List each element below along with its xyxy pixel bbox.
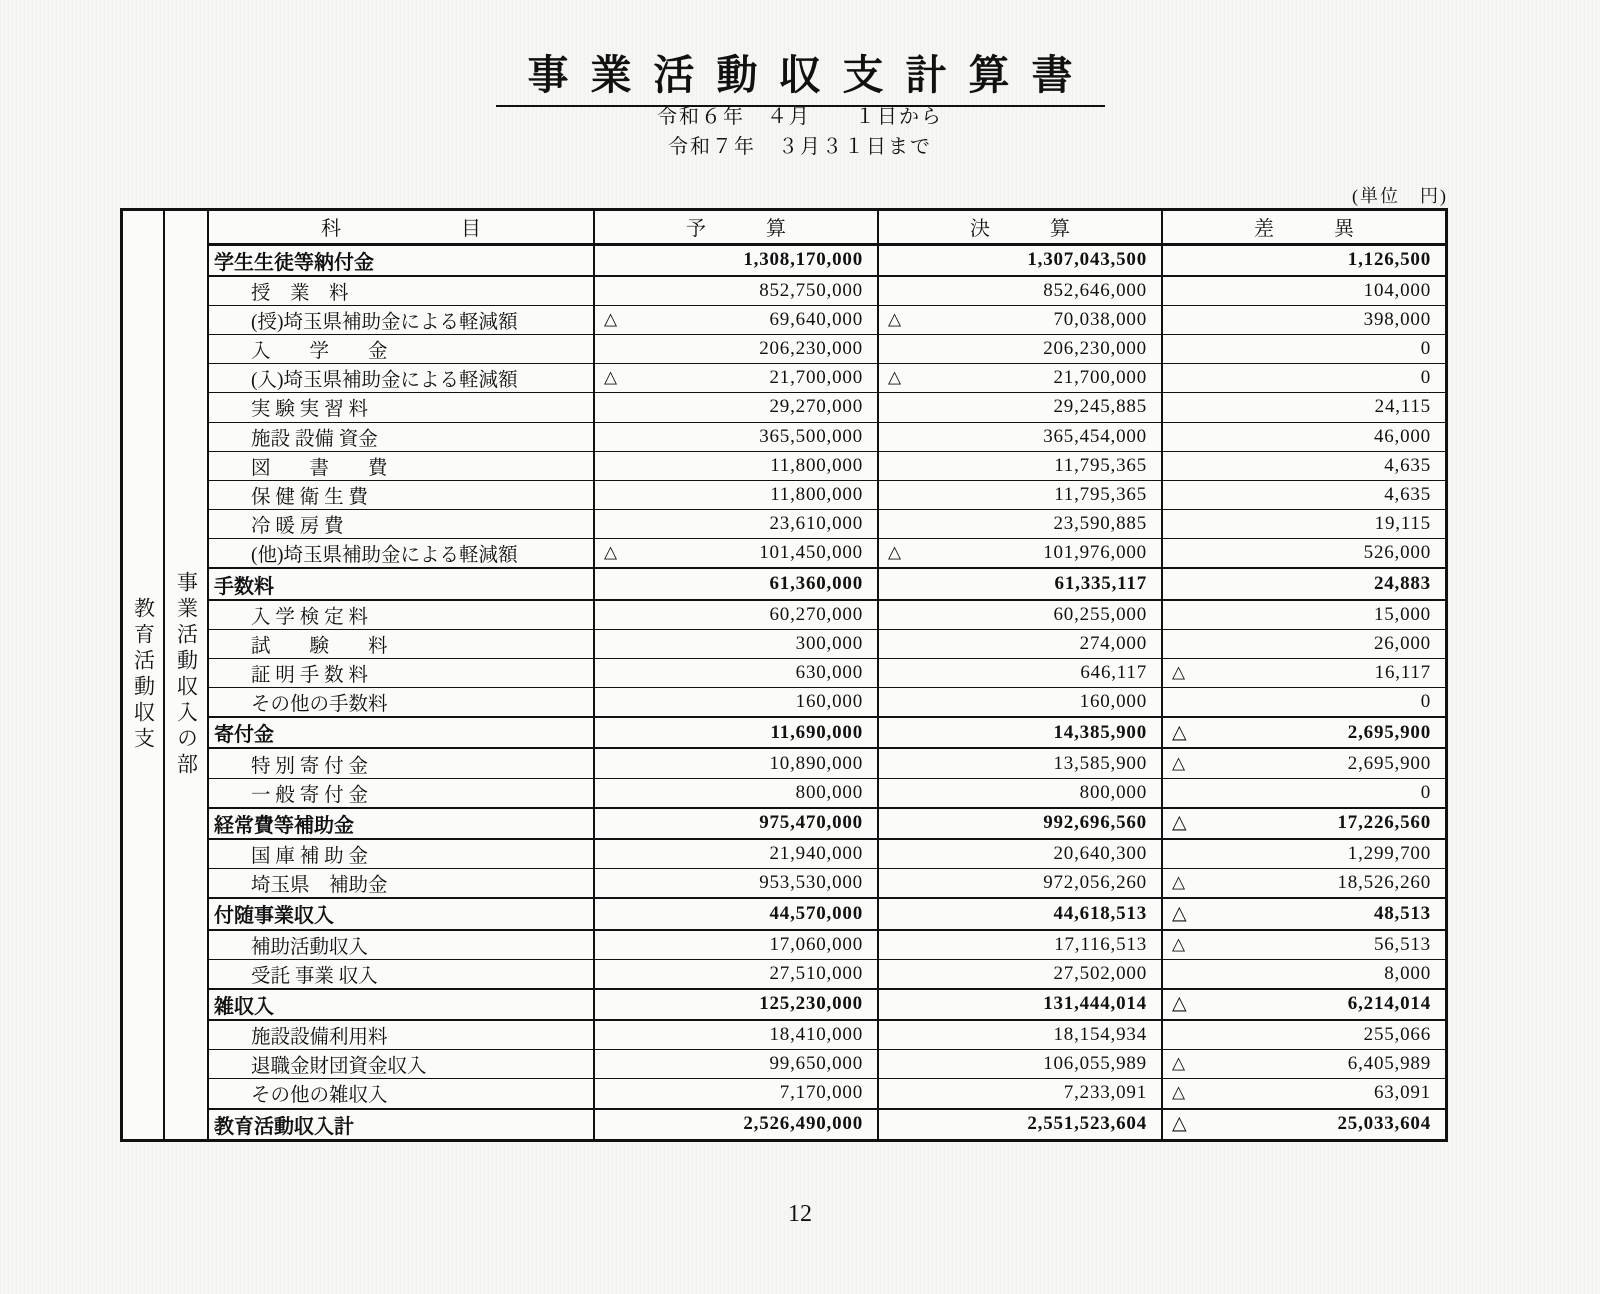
settlement-value: 70,038,000 (1053, 308, 1147, 330)
settlement-value: 101,976,000 (1043, 542, 1147, 564)
group-column-inner (165, 211, 209, 1139)
minus-triangle-icon: △ (604, 367, 618, 387)
settlement-cell (878, 748, 1162, 778)
difference-cell (1162, 1079, 1445, 1109)
budget-value: 7,170,000 (779, 1082, 863, 1104)
table-row (209, 600, 1445, 630)
difference-cell (1162, 717, 1445, 748)
budget-value: 852,750,000 (759, 279, 863, 301)
settlement-value: 852,646,000 (1043, 279, 1147, 301)
settlement-value: 11,795,365 (1054, 483, 1147, 505)
settlement-value: 2,551,523,604 (1027, 1113, 1147, 1135)
unit-label: (単位 円) (1352, 186, 1448, 206)
difference-cell (1162, 778, 1445, 808)
difference-value: 0 (1420, 691, 1431, 713)
budget-cell (594, 568, 878, 599)
settlement-cell (878, 898, 1162, 929)
minus-triangle-icon: △ (1172, 993, 1187, 1015)
difference-cell (1162, 422, 1445, 451)
difference-value: 398,000 (1363, 308, 1431, 330)
minus-triangle-icon: △ (1172, 902, 1187, 924)
difference-cell (1162, 244, 1445, 276)
settlement-cell (878, 778, 1162, 808)
settlement-value: 14,385,900 (1053, 721, 1147, 743)
table-row (209, 1020, 1445, 1050)
settlement-cell (878, 629, 1162, 658)
difference-cell (1162, 539, 1445, 569)
settlement-value: 206,230,000 (1043, 338, 1147, 360)
budget-value: 2,526,490,000 (743, 1113, 863, 1135)
table-row (209, 422, 1445, 451)
difference-cell (1162, 364, 1445, 393)
difference-value: 26,000 (1373, 632, 1431, 654)
subject-cell: 施設 設備 資金 (209, 422, 594, 451)
difference-cell (1162, 451, 1445, 480)
minus-triangle-icon: △ (1172, 721, 1187, 743)
difference-value: 48,513 (1373, 902, 1431, 924)
budget-cell (594, 1109, 878, 1139)
difference-cell (1162, 276, 1445, 306)
budget-cell (594, 422, 878, 451)
difference-value: 6,214,014 (1347, 993, 1431, 1015)
settlement-cell (878, 688, 1162, 718)
budget-value: 27,510,000 (769, 962, 863, 984)
budget-value: 11,800,000 (770, 483, 863, 505)
difference-value: 8,000 (1384, 962, 1431, 984)
difference-cell (1162, 510, 1445, 539)
settlement-value: 800,000 (1079, 781, 1147, 803)
difference-value: 56,513 (1373, 933, 1431, 955)
budget-value: 44,570,000 (769, 902, 863, 924)
settlement-value: 131,444,014 (1043, 993, 1147, 1015)
table-row (209, 1050, 1445, 1079)
difference-value: 24,115 (1374, 396, 1431, 418)
budget-value: 125,230,000 (759, 993, 863, 1015)
table-row (209, 480, 1445, 509)
settlement-value: 11,795,365 (1054, 454, 1147, 476)
table-row (209, 305, 1445, 334)
budget-value: 630,000 (795, 662, 863, 684)
table-row (209, 1079, 1445, 1109)
table-row (209, 989, 1445, 1020)
settlement-value: 106,055,989 (1043, 1053, 1147, 1075)
difference-cell (1162, 930, 1445, 960)
settlement-cell (878, 869, 1162, 899)
table-row (209, 748, 1445, 778)
settlement-cell (878, 839, 1162, 869)
subject-cell: 付随事業収入 (209, 898, 594, 929)
settlement-cell (878, 1020, 1162, 1050)
difference-cell (1162, 748, 1445, 778)
budget-cell (594, 898, 878, 929)
settlement-value: 646,117 (1080, 662, 1147, 684)
subject-cell: (他)埼玉県補助金による軽減額 (209, 539, 594, 569)
budget-value: 800,000 (795, 781, 863, 803)
header-settlement: 決 算 (878, 211, 1162, 244)
subject-cell: その他の手数料 (209, 688, 594, 718)
settlement-value: 27,502,000 (1053, 962, 1147, 984)
budget-value: 21,940,000 (769, 843, 863, 865)
settlement-cell (878, 989, 1162, 1020)
subject-cell: 特 別 寄 付 金 (209, 748, 594, 778)
difference-value: 25,033,604 (1337, 1113, 1431, 1135)
difference-value: 15,000 (1373, 603, 1431, 625)
difference-cell (1162, 480, 1445, 509)
minus-triangle-icon: △ (604, 309, 618, 329)
table-row (209, 451, 1445, 480)
budget-cell (594, 778, 878, 808)
subject-cell: 国 庫 補 助 金 (209, 839, 594, 869)
settlement-cell (878, 1079, 1162, 1109)
settlement-value: 29,245,885 (1053, 396, 1147, 418)
difference-value: 46,000 (1373, 425, 1431, 447)
table-row (209, 568, 1445, 599)
budget-cell (594, 1050, 878, 1079)
difference-cell (1162, 658, 1445, 687)
settlement-cell (878, 305, 1162, 334)
settlement-value: 13,585,900 (1053, 752, 1147, 774)
settlement-cell (878, 539, 1162, 569)
settlement-value: 992,696,560 (1043, 812, 1147, 834)
budget-value: 18,410,000 (769, 1024, 863, 1046)
difference-cell (1162, 959, 1445, 989)
table-row (209, 510, 1445, 539)
settlement-cell (878, 364, 1162, 393)
subject-cell: 退職金財団資金収入 (209, 1050, 594, 1079)
difference-value: 1,126,500 (1347, 249, 1431, 271)
subject-cell: 寄付金 (209, 717, 594, 748)
statement-table (120, 208, 1448, 1142)
subject-cell: (授)埼玉県補助金による軽減額 (209, 305, 594, 334)
table-row (209, 244, 1445, 276)
difference-value: 526,000 (1363, 542, 1431, 564)
header-difference: 差 異 (1162, 211, 1445, 244)
group-column-outer (123, 211, 165, 1139)
table-body (209, 244, 1445, 1139)
table-row (209, 658, 1445, 687)
statement-grid (209, 211, 1445, 1139)
subject-cell: 入 学 金 (209, 335, 594, 364)
budget-cell (594, 393, 878, 422)
budget-value: 29,270,000 (769, 396, 863, 418)
difference-value: 0 (1420, 367, 1431, 389)
minus-triangle-icon: △ (1172, 934, 1186, 954)
subject-cell: 経常費等補助金 (209, 808, 594, 839)
subject-cell: 手数料 (209, 568, 594, 599)
budget-value: 11,800,000 (770, 454, 863, 476)
minus-triangle-icon: △ (888, 367, 902, 387)
budget-value: 365,500,000 (759, 425, 863, 447)
budget-cell (594, 629, 878, 658)
group-label-outer: 教育活動収支 (131, 597, 156, 753)
budget-cell (594, 539, 878, 569)
document-title-text: 事業活動収支計算書 (496, 42, 1105, 107)
settlement-value: 61,335,117 (1054, 573, 1147, 594)
budget-value: 99,650,000 (769, 1053, 863, 1075)
subject-cell: 証 明 手 数 料 (209, 658, 594, 687)
difference-value: 24,883 (1373, 573, 1431, 594)
table-row (209, 839, 1445, 869)
difference-cell (1162, 335, 1445, 364)
budget-value: 11,690,000 (770, 721, 863, 743)
budget-cell (594, 748, 878, 778)
subject-cell: 補助活動収入 (209, 930, 594, 960)
difference-value: 6,405,989 (1347, 1053, 1431, 1075)
settlement-cell (878, 393, 1162, 422)
budget-value: 206,230,000 (759, 338, 863, 360)
budget-cell (594, 600, 878, 630)
settlement-cell (878, 808, 1162, 839)
budget-cell (594, 959, 878, 989)
table-row (209, 778, 1445, 808)
budget-cell (594, 244, 878, 276)
subject-cell: 図 書 費 (209, 451, 594, 480)
subject-cell: 学生生徒等納付金 (209, 244, 594, 276)
budget-cell (594, 364, 878, 393)
subject-cell: 埼玉県 補助金 (209, 869, 594, 899)
difference-value: 63,091 (1373, 1082, 1431, 1104)
minus-triangle-icon: △ (1172, 812, 1187, 834)
budget-value: 69,640,000 (769, 308, 863, 330)
difference-value: 19,115 (1374, 513, 1431, 535)
subject-cell: 教育活動収入計 (209, 1109, 594, 1139)
subject-cell: 保 健 衛 生 費 (209, 480, 594, 509)
header-row (209, 211, 1445, 244)
budget-value: 10,890,000 (769, 752, 863, 774)
difference-value: 104,000 (1363, 279, 1431, 301)
table-row (209, 539, 1445, 569)
settlement-cell (878, 600, 1162, 630)
settlement-value: 20,640,300 (1053, 843, 1147, 865)
budget-value: 101,450,000 (759, 542, 863, 564)
period-from: 令和６年 ４月 １日から (657, 106, 943, 128)
settlement-value: 365,454,000 (1043, 425, 1147, 447)
subject-cell: 雑収入 (209, 989, 594, 1020)
settlement-cell (878, 480, 1162, 509)
subject-cell: 試 験 料 (209, 629, 594, 658)
difference-cell (1162, 393, 1445, 422)
settlement-cell (878, 451, 1162, 480)
difference-cell (1162, 568, 1445, 599)
table-row (209, 364, 1445, 393)
budget-cell (594, 510, 878, 539)
budget-cell (594, 989, 878, 1020)
settlement-value: 60,255,000 (1053, 603, 1147, 625)
minus-triangle-icon: △ (1172, 753, 1186, 773)
settlement-cell (878, 422, 1162, 451)
budget-cell (594, 305, 878, 334)
subject-cell: その他の雑収入 (209, 1079, 594, 1109)
settlement-cell (878, 1050, 1162, 1079)
difference-value: 1,299,700 (1347, 843, 1431, 865)
page-number: 12 (788, 1201, 812, 1227)
budget-value: 17,060,000 (769, 933, 863, 955)
minus-triangle-icon: △ (888, 309, 902, 329)
settlement-cell (878, 276, 1162, 306)
minus-triangle-icon: △ (1172, 1053, 1186, 1073)
difference-cell (1162, 305, 1445, 334)
settlement-cell (878, 244, 1162, 276)
settlement-value: 21,700,000 (1053, 367, 1147, 389)
settlement-cell (878, 717, 1162, 748)
difference-value: 18,526,260 (1337, 872, 1431, 894)
budget-cell (594, 839, 878, 869)
budget-cell (594, 335, 878, 364)
budget-cell (594, 451, 878, 480)
settlement-cell (878, 1109, 1162, 1139)
difference-cell (1162, 808, 1445, 839)
minus-triangle-icon: △ (1172, 1083, 1186, 1103)
budget-cell (594, 658, 878, 687)
settlement-value: 7,233,091 (1063, 1082, 1147, 1104)
budget-cell (594, 688, 878, 718)
difference-cell (1162, 898, 1445, 929)
budget-value: 160,000 (795, 691, 863, 713)
settlement-cell (878, 930, 1162, 960)
subject-cell: 受託 事業 収入 (209, 959, 594, 989)
header-budget: 予 算 (594, 211, 878, 244)
subject-cell: 入 学 検 定 料 (209, 600, 594, 630)
budget-value: 1,308,170,000 (743, 249, 863, 271)
subject-cell: 冷 暖 房 費 (209, 510, 594, 539)
minus-triangle-icon: △ (1172, 662, 1186, 682)
settlement-value: 17,116,513 (1054, 933, 1147, 955)
difference-cell (1162, 989, 1445, 1020)
settlement-cell (878, 510, 1162, 539)
difference-cell (1162, 1020, 1445, 1050)
group-label-inner: 事業活動収入の部 (174, 571, 199, 779)
minus-triangle-icon: △ (604, 542, 618, 562)
table-row (209, 717, 1445, 748)
budget-cell (594, 276, 878, 306)
settlement-value: 160,000 (1079, 691, 1147, 713)
budget-cell (594, 930, 878, 960)
budget-cell (594, 1020, 878, 1050)
minus-triangle-icon: △ (888, 542, 902, 562)
minus-triangle-icon: △ (1172, 1113, 1187, 1135)
difference-value: 4,635 (1384, 483, 1431, 505)
subject-cell: 一 般 寄 付 金 (209, 778, 594, 808)
table-row (209, 393, 1445, 422)
settlement-value: 972,056,260 (1043, 872, 1147, 894)
budget-cell (594, 808, 878, 839)
table-row (209, 276, 1445, 306)
budget-value: 300,000 (795, 632, 863, 654)
settlement-value: 18,154,934 (1053, 1024, 1147, 1046)
budget-cell (594, 480, 878, 509)
subject-cell: 実 験 実 習 料 (209, 393, 594, 422)
settlement-value: 1,307,043,500 (1027, 249, 1147, 271)
budget-value: 61,360,000 (769, 573, 863, 594)
table-row (209, 629, 1445, 658)
difference-value: 16,117 (1374, 662, 1431, 684)
budget-value: 975,470,000 (759, 812, 863, 834)
settlement-cell (878, 568, 1162, 599)
budget-value: 21,700,000 (769, 367, 863, 389)
difference-value: 2,695,900 (1347, 752, 1431, 774)
difference-cell (1162, 839, 1445, 869)
settlement-cell (878, 335, 1162, 364)
settlement-value: 23,590,885 (1053, 513, 1147, 535)
budget-cell (594, 1079, 878, 1109)
difference-value: 0 (1420, 781, 1431, 803)
difference-cell (1162, 869, 1445, 899)
table-row (209, 898, 1445, 929)
header-subject: 科 目 (209, 211, 594, 244)
subject-cell: (入)埼玉県補助金による軽減額 (209, 364, 594, 393)
subject-cell: 施設設備利用料 (209, 1020, 594, 1050)
settlement-cell (878, 658, 1162, 687)
table-row (209, 869, 1445, 899)
table-header (209, 211, 1445, 244)
difference-cell (1162, 600, 1445, 630)
settlement-cell (878, 959, 1162, 989)
budget-value: 23,610,000 (769, 513, 863, 535)
difference-cell (1162, 1050, 1445, 1079)
table-row (209, 808, 1445, 839)
settlement-value: 44,618,513 (1053, 902, 1147, 924)
budget-cell (594, 869, 878, 899)
difference-value: 2,695,900 (1347, 721, 1431, 743)
difference-value: 4,635 (1384, 454, 1431, 476)
difference-cell (1162, 629, 1445, 658)
budget-value: 953,530,000 (759, 872, 863, 894)
table-row (209, 1109, 1445, 1139)
subject-cell: 授 業 料 (209, 276, 594, 306)
period-to: 令和７年 ３月３１日まで (668, 136, 932, 158)
settlement-value: 274,000 (1079, 632, 1147, 654)
budget-cell (594, 717, 878, 748)
table-row (209, 688, 1445, 718)
budget-value: 60,270,000 (769, 603, 863, 625)
minus-triangle-icon: △ (1172, 872, 1186, 892)
difference-value: 0 (1420, 338, 1431, 360)
difference-cell (1162, 1109, 1445, 1139)
table-row (209, 959, 1445, 989)
table-row (209, 930, 1445, 960)
difference-cell (1162, 688, 1445, 718)
document-title (0, 42, 1600, 107)
difference-value: 255,066 (1363, 1024, 1431, 1046)
table-row (209, 335, 1445, 364)
difference-value: 17,226,560 (1337, 812, 1431, 834)
